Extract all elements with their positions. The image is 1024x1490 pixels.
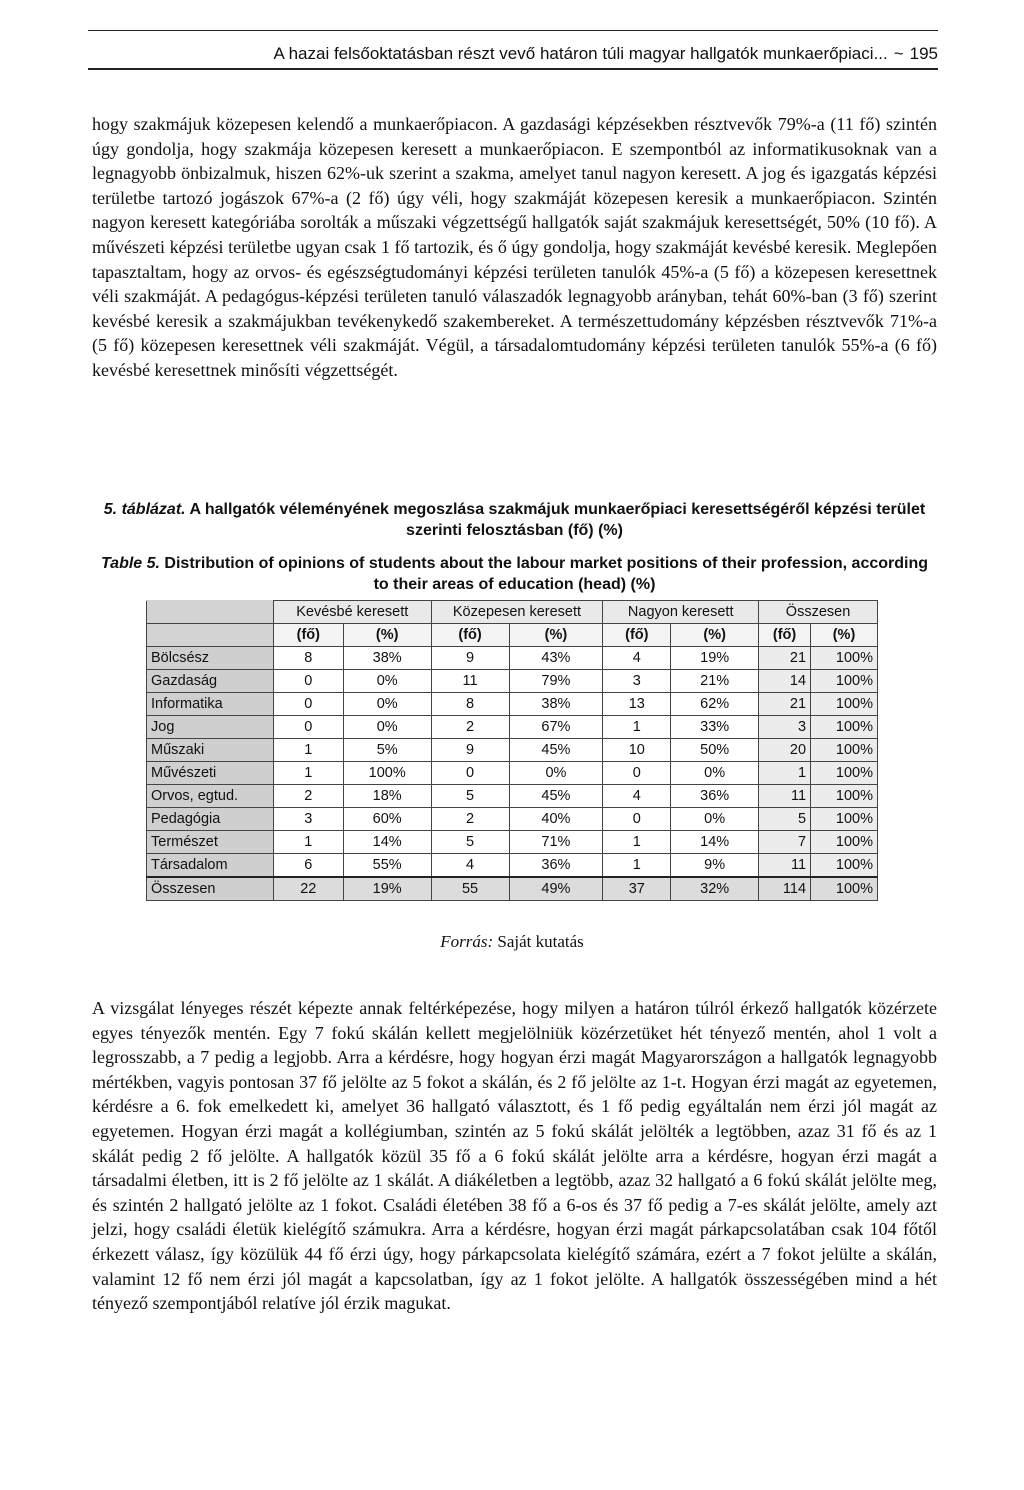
table-cell: 5 [431, 785, 509, 808]
table-cell: 55% [343, 854, 431, 878]
table-cell: 11 [431, 670, 509, 693]
table-cell: 100% [811, 647, 878, 670]
table-caption-hu-text: A hallgatók véleményének megoszlása szakmájuk munkaerőpiaci keresettségéről képzési terület szerinti felosztásban (fő) (%) [189, 501, 926, 539]
table-cell: 38% [343, 647, 431, 670]
table-cell: 36% [671, 785, 759, 808]
table-group-header: Kevésbé keresett [273, 601, 431, 624]
distribution-table [146, 600, 878, 901]
table-total-row [147, 877, 878, 901]
table-unit-header: (%) [811, 624, 878, 647]
table-cell: 0% [343, 670, 431, 693]
table-cell: 14% [671, 831, 759, 854]
table-cell: 18% [343, 785, 431, 808]
table-caption-hu-label: 5. táblázat. [103, 501, 186, 518]
table-cell: 6 [273, 854, 343, 878]
running-header-separator: ~ [893, 44, 904, 63]
table-cell: 43% [509, 647, 603, 670]
table-cell: 14% [343, 831, 431, 854]
table-group-header-row [147, 601, 878, 624]
table-cell: 0 [273, 716, 343, 739]
table-row [147, 647, 878, 670]
table-cell: 36% [509, 854, 603, 878]
table-source [0, 932, 1024, 952]
table-row-label: Jog [147, 716, 274, 739]
table-group-header: Nagyon keresett [603, 601, 759, 624]
table-cell: 40% [509, 808, 603, 831]
table-cell: 32% [671, 877, 759, 901]
table-cell: 0 [273, 693, 343, 716]
table-cell: 0% [671, 762, 759, 785]
table-cell: 0% [509, 762, 603, 785]
table-cell: 33% [671, 716, 759, 739]
table-cell: 45% [509, 785, 603, 808]
body-paragraph-1: hogy szakmájuk közepesen kelendő a munkaerőpiacon. A gazdasági képzésekben résztvevők 79%-a (11 fő) szintén úgy gondolja, hogy szakmája közepesen keresett a munkaerőpiacon. E szempontból az informatikusoknak van a legnagyobb önbizalmuk, hiszen 62%-uk szerint a szakma, amelyet tanul nagyon keresett. A jog és igazgatás képzési területbe tartozó jogászok 67%-a (2 fő) úgy véli, hogy szakmáját közepesen keresik a munkaerőpiacon. Szintén nagyon keresett kategóriába sorolták a műszaki végzettségű hallgatók saját szakmájuk keresettségét, 50% (10 fő). A művészeti képzési területbe ugyan csak 1 fő tartozik, és ő úgy gondolja, hogy szakmáját kevésbé keresik. Meglepően tapasztaltam, hogy az orvos- és egészségtudományi képzési területen tanulók 45%-a (5 fő) a közepesen keresettnek véli szakmáját. A pedagógus-képzési területen tanuló válaszadók legnagyobb arányban, tehát 60%-ban (3 fő) szerint kevésbé keresik a szakmájukban tevékenykedő szakembereket. A természettudomány képzésben résztvevők 71%-a (5 fő) közepesen keresettnek véli szakmáját. Végül, a társadalomtudomány képzési területen tanulók 55%-a (6 fő) kevésbé keresettnek minősíti végzettségét. [92, 114, 937, 380]
table-corner-cell [147, 601, 274, 624]
table-cell: 100% [811, 762, 878, 785]
table-row [147, 854, 878, 878]
body-paragraph-2: A vizsgálat lényeges részét képezte annak feltérképezése, hogy milyen a határon túlról érkező hallgatók közérzete egyes tényezők mentén. Egy 7 fokú skálán kellett megjelölniük közérzetüket hét tényező mentén, ahol 1 volt a legrosszabb, a 7 pedig a legjobb. Arra a kérdésre, hogy hogyan érzi magát Magyarországon a hallgatók legnagyobb mértékben, vagyis pontosan 37 fő jelölte az 5 fokot a skálán, és 2 fő jelölte az 1-t. Hogyan érzi magát az egyetemen, kérdésre a 6. fok emelkedett ki, amelyet 36 hallgató választott, és 1 fő pedig egyáltalán nem érzi jól magát az egyetemen. Hogyan érzi magát a kollégiumban, szintén az 5 fokú skálát jelölték a legtöbben, azaz 31 fő és az 1 skálát pedig 2 fő jelölte. A hallgatók közül 35 fő a 6 fokú skálát jelölte arra a kérdésre, hogyan érzi magát a társadalmi életben, itt is 2 fő jelölte az 1 skálát. A diákéletben a legtöbb, azaz 32 hallgató a 6 fokú skálát jelölte meg, és szintén 2 hallgató jelölte az 1 fokot. Családi életében 38 fő a 6-os és 37 fő pedig a 7-es skálát jelölte, amely azt jelzi, hogy családi életük kielégítő számukra. Arra a kérdésre, hogyan érzi magát párkapcsolatában csak 104 főtől érkezett válasz, így közülük 44 fő érzi úgy, hogy párkapcsolata kielégítő számára, ezért a 7 fokot jelülte a skálán, valamint 12 fő nem érzi jól magát a kapcsolatban, így az 1 fokot jelölte. A hallgatók összességében mind a hét tényező szempontjából relatíve jól érzik magukat. [92, 998, 937, 1314]
table-cell: 5% [343, 739, 431, 762]
table-cell: 100% [811, 716, 878, 739]
table-cell: 9 [431, 739, 509, 762]
table-cell: 55 [431, 877, 509, 901]
table-cell: 3 [759, 716, 811, 739]
table-caption-en-text: Distribution of opinions of students about the labour market positions of their profession, according to their areas of education (head) (%) [164, 555, 928, 593]
table-cell: 100% [811, 877, 878, 901]
table-unit-header: (fő) [603, 624, 671, 647]
table-cell: 0 [603, 808, 671, 831]
table-cell: 13 [603, 693, 671, 716]
table-cell: 8 [431, 693, 509, 716]
table-cell: 0% [343, 716, 431, 739]
table-group-header: Összesen [759, 601, 878, 624]
table-cell: 100% [811, 785, 878, 808]
table-cell: 50% [671, 739, 759, 762]
table-cell: 45% [509, 739, 603, 762]
table-cell: 0% [671, 808, 759, 831]
table-cell: 4 [603, 647, 671, 670]
table-cell: 1 [603, 831, 671, 854]
table-cell: 2 [431, 808, 509, 831]
table-unit-header: (fő) [273, 624, 343, 647]
table-cell: 8 [273, 647, 343, 670]
table-cell: 38% [509, 693, 603, 716]
table-row [147, 670, 878, 693]
table-cell: 5 [759, 808, 811, 831]
table-caption-en-label: Table 5. [100, 555, 160, 572]
table-cell: 3 [273, 808, 343, 831]
table-cell: 100% [811, 831, 878, 854]
table-cell: 100% [811, 693, 878, 716]
table-cell: 20 [759, 739, 811, 762]
table-unit-header: (fő) [759, 624, 811, 647]
table-cell: 1 [273, 831, 343, 854]
table-cell: 1 [603, 854, 671, 878]
table-row-label: Természet [147, 831, 274, 854]
table-cell: 100% [811, 670, 878, 693]
source-text: Saját kutatás [497, 932, 584, 951]
table-cell: 10 [603, 739, 671, 762]
table-row [147, 808, 878, 831]
table-caption-english [92, 553, 937, 595]
table-row [147, 831, 878, 854]
table-cell: 0 [431, 762, 509, 785]
table-cell: 2 [273, 785, 343, 808]
table-cell: 3 [603, 670, 671, 693]
table-cell: 9% [671, 854, 759, 878]
table-row-label: Műszaki [147, 739, 274, 762]
table-row-label: Orvos, egtud. [147, 785, 274, 808]
table-row [147, 716, 878, 739]
table-cell: 0% [343, 693, 431, 716]
table-cell: 67% [509, 716, 603, 739]
table-cell: 0 [603, 762, 671, 785]
table-cell: 22 [273, 877, 343, 901]
table-unit-header: (fő) [431, 624, 509, 647]
table-cell: 21 [759, 693, 811, 716]
table-cell: 19% [671, 647, 759, 670]
table-row-label: Pedagógia [147, 808, 274, 831]
table-cell: 1 [273, 762, 343, 785]
table-row-label: Művészeti [147, 762, 274, 785]
table-cell: 1 [759, 762, 811, 785]
table-cell: 21 [759, 647, 811, 670]
table-cell: 9 [431, 647, 509, 670]
table-cell: 71% [509, 831, 603, 854]
table-row [147, 693, 878, 716]
table-corner-cell [147, 624, 274, 647]
table-row [147, 762, 878, 785]
table-cell: 7 [759, 831, 811, 854]
table-cell: 114 [759, 877, 811, 901]
table-unit-header-row [147, 624, 878, 647]
table-cell: 37 [603, 877, 671, 901]
table-cell: 0 [273, 670, 343, 693]
running-header [88, 30, 938, 70]
table-cell: 100% [343, 762, 431, 785]
table-row [147, 739, 878, 762]
table-row-label: Gazdaság [147, 670, 274, 693]
table-caption-hungarian [92, 499, 937, 541]
table-cell: 14 [759, 670, 811, 693]
table-cell: 4 [603, 785, 671, 808]
table-row-label: Társadalom [147, 854, 274, 878]
table-unit-header: (%) [671, 624, 759, 647]
page-number: 195 [909, 44, 938, 63]
table-cell: 60% [343, 808, 431, 831]
table-cell: 100% [811, 808, 878, 831]
table-cell: 1 [603, 716, 671, 739]
table-cell: 100% [811, 739, 878, 762]
table-unit-header: (%) [343, 624, 431, 647]
table-row [147, 785, 878, 808]
table-cell: 49% [509, 877, 603, 901]
table-cell: 79% [509, 670, 603, 693]
table-row-label: Bölcsész [147, 647, 274, 670]
source-label: Forrás: [440, 932, 494, 951]
table-cell: 4 [431, 854, 509, 878]
table-row-label: Informatika [147, 693, 274, 716]
table-cell: 100% [811, 854, 878, 878]
table-row-label: Összesen [147, 877, 274, 901]
table-cell: 5 [431, 831, 509, 854]
table-cell: 2 [431, 716, 509, 739]
table-group-header: Közepesen keresett [431, 601, 603, 624]
table-unit-header: (%) [509, 624, 603, 647]
table-cell: 1 [273, 739, 343, 762]
table-cell: 62% [671, 693, 759, 716]
table-cell: 11 [759, 854, 811, 878]
table-cell: 11 [759, 785, 811, 808]
running-header-title: A hazai felsőoktatásban részt vevő határon túli magyar hallgatók munkaerőpiaci... [273, 44, 888, 63]
table-cell: 21% [671, 670, 759, 693]
table-cell: 19% [343, 877, 431, 901]
